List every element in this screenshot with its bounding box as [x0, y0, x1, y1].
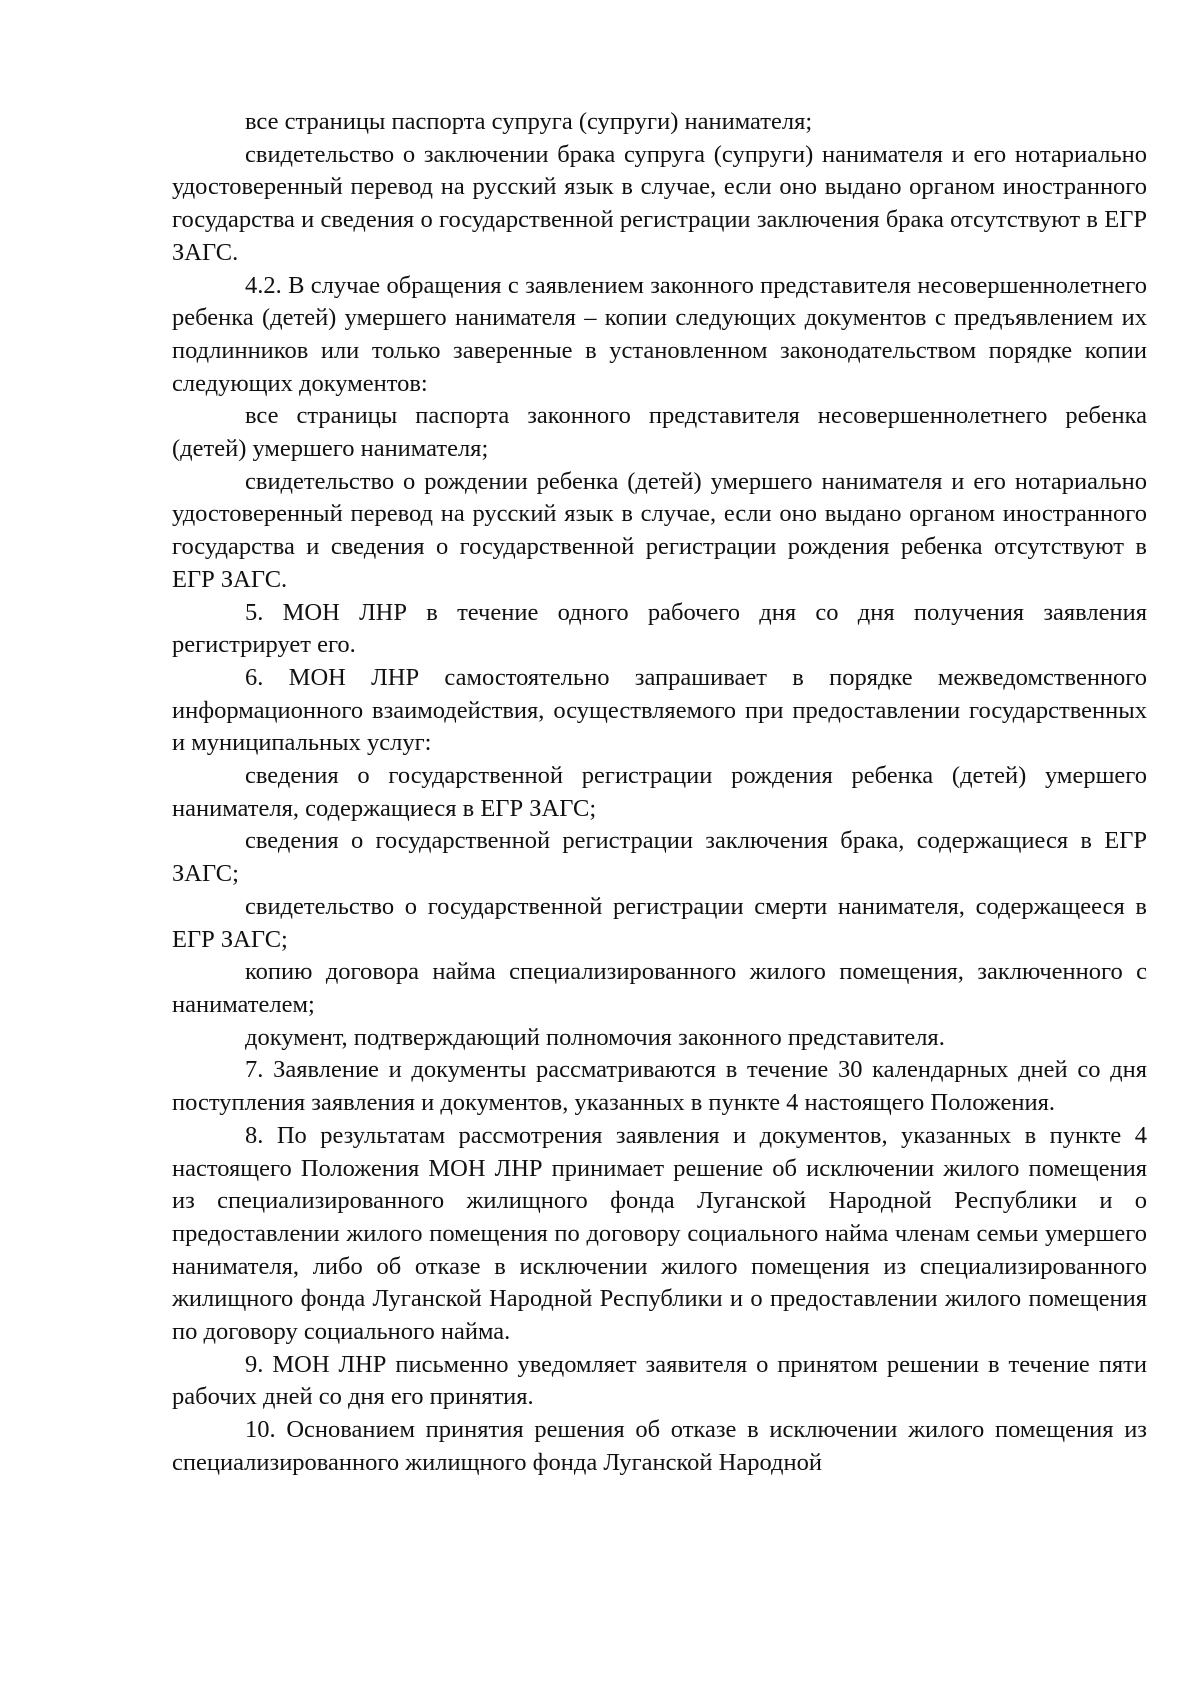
paragraph: все страницы паспорта супруга (супруги) нанимателя;: [245, 108, 813, 135]
paragraph: сведения о государственной регистрации заключения брака, содержащиеся в ЕГР ЗАГС;: [172, 827, 1147, 888]
paragraph: 6. МОН ЛНР самостоятельно запрашивает в порядке межведомственного информационного взаимодействия, осуществляемого при предоставлении государственных и муниципальных услуг:: [172, 663, 1147, 757]
paragraph: 5. МОН ЛНР в течение одного рабочего дня со дня получения заявления регистрирует его.: [172, 598, 1147, 659]
paragraph: 10. Основанием принятия решения об отказе в исключении жилого помещения из специализированного жилищного фонда Луганской Народной: [172, 1416, 1147, 1476]
paragraph: 4.2. В случае обращения с заявлением законного представителя несовершеннолетнего ребенка (детей) умершего нанимателя – копии следующих документов с предъявлением их подлинников или только заверенные в установленном законодательством порядке копии следующих документов:: [172, 271, 1147, 397]
paragraph: свидетельство о государственной регистрации смерти нанимателя, содержащееся в ЕГР ЗАГС;: [172, 892, 1147, 953]
paragraph: свидетельство о заключении брака супруга (супруги) нанимателя и его нотариально удостоверенный перевод на русский язык в случае, если оно выдано органом иностранного государства и сведения о государственной регистрации заключения брака отсутствуют в ЕГР ЗАГС.: [172, 140, 1147, 266]
paragraph: 9. МОН ЛНР письменно уведомляет заявителя о принятом решении в течение пяти рабочих дней со дня его принятия.: [172, 1350, 1147, 1411]
paragraph: все страницы паспорта законного представителя несовершеннолетнего ребенка (детей) умершего нанимателя;: [172, 402, 1147, 463]
paragraph: документ, подтверждающий полномочия законного представителя.: [245, 1023, 945, 1051]
document-page: [172, 106, 1147, 1480]
paragraph: свидетельство о рождении ребенка (детей) умершего нанимателя и его нотариально удостоверенный перевод на русский язык в случае, если оно выдано органом иностранного государства и сведения о государственной регистрации рождения ребенка отсутствуют в ЕГР ЗАГС.: [172, 467, 1147, 593]
paragraph: 7. Заявление и документы рассматриваются в течение 30 календарных дней со дня поступления заявления и документов, указанных в пункте 4 настоящего Положения.: [172, 1056, 1147, 1117]
paragraph: сведения о государственной регистрации рождения ребенка (детей) умершего нанимателя, содержащиеся в ЕГР ЗАГС;: [172, 762, 1147, 822]
paragraph: копию договора найма специализированного жилого помещения, заключенного с нанимателем;: [172, 958, 1147, 1018]
paragraph: 8. По результатам рассмотрения заявления и документов, указанных в пункте 4 настоящего Положения МОН ЛНР принимает решение об исключении жилого помещения из специализированного жилищного фонда Луганской Народной Республики и о предоставлении жилого помещения по договору социального найма членам семьи умершего нанимателя, либо об отказе в исключении жилого помещения из специализированного жилищного фонда Луганской Народной Республики и о предоставлении жилого помещения по договору социального найма.: [172, 1121, 1147, 1346]
